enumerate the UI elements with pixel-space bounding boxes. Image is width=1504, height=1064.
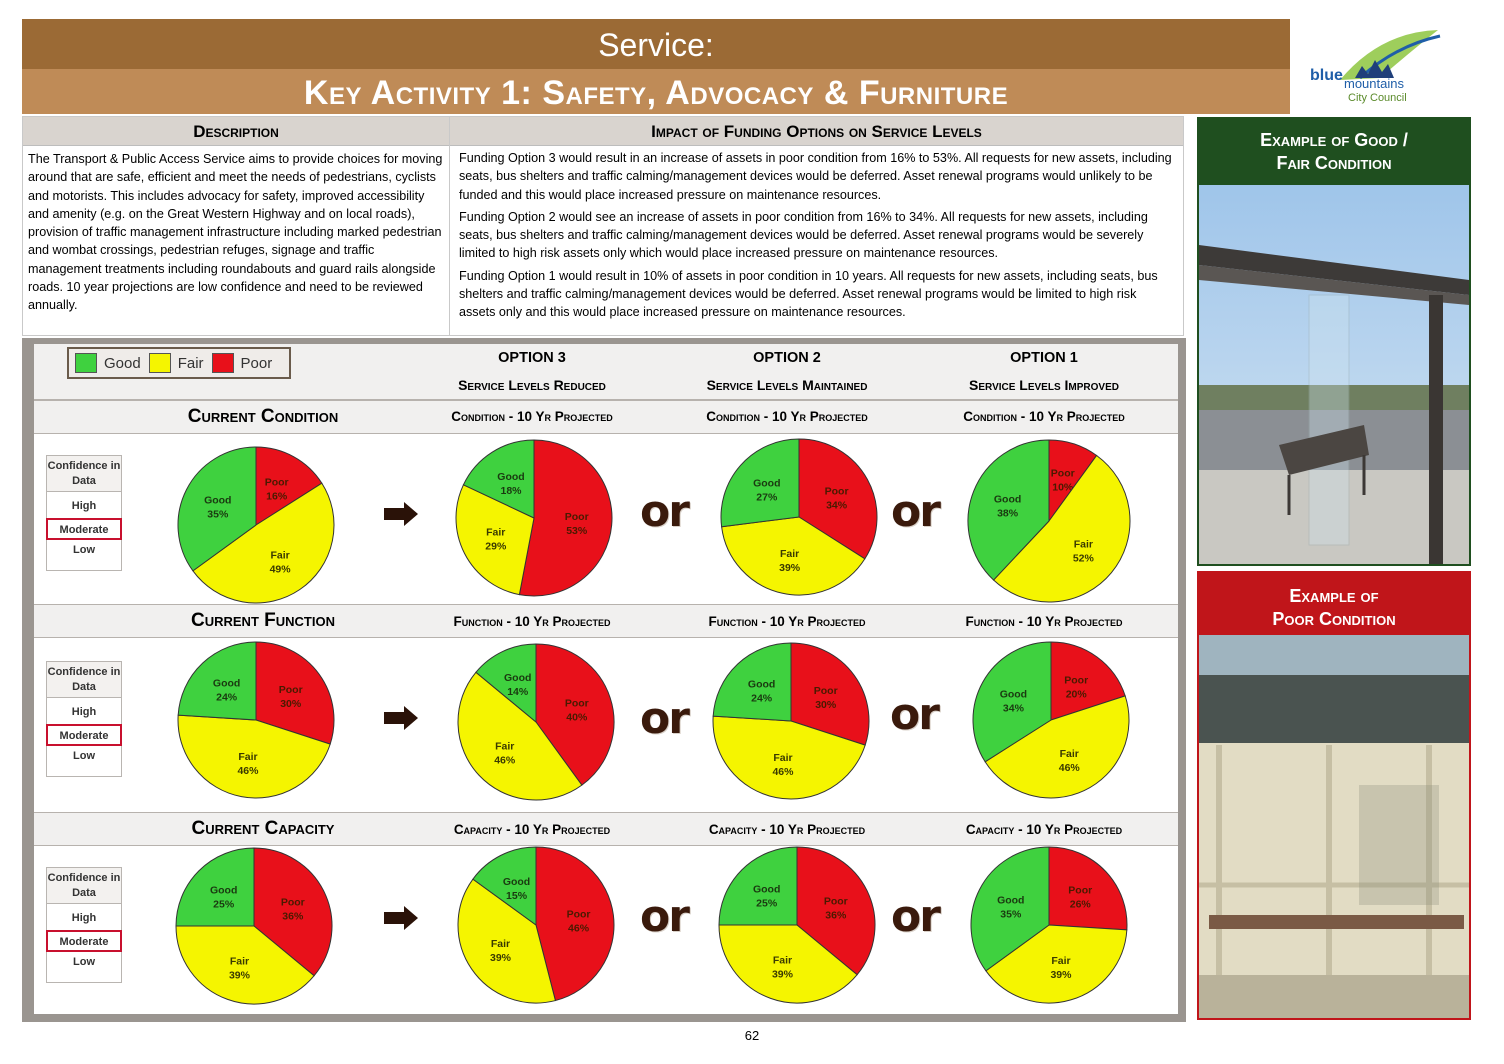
pie-slice-value: 30%: [815, 698, 837, 711]
impact-paragraph: Funding Option 3 would result in an increase of assets in poor condition from 16% to 53%. All requests for new assets, including seats, bus shelters and traffic calming/management devices would be deferred. Asset renewal programs would unlikely to be funded and this would place increased pressure on maintenance resources.: [459, 151, 1172, 202]
pie-slice-label: Fair: [1073, 538, 1093, 551]
pie-slice-label: Poor: [564, 511, 589, 524]
pie-chart-option1-function: [971, 640, 1131, 800]
pie-slice-value: 34%: [1002, 702, 1024, 715]
pie-chart-option2-condition: [719, 437, 879, 597]
example-poor-title-line: Example of: [1289, 586, 1379, 606]
confidence-level-moderate-selected: Moderate: [46, 930, 122, 952]
logo-text-blue: blue: [1310, 67, 1343, 84]
option-3-subtitle: Service Levels Reduced: [458, 377, 606, 393]
legend-item-good: [75, 353, 141, 373]
pie-slice-label: Fair: [780, 547, 800, 560]
arrow-right-icon: [384, 906, 418, 930]
pie-slice-value: 39%: [490, 952, 512, 965]
option-3-title: OPTION 3: [498, 350, 566, 366]
confidence-box-condition: [46, 455, 122, 571]
pie-slice-label: Poor: [1064, 674, 1089, 687]
confidence-box-capacity: [46, 867, 122, 983]
pie-slice-value: 35%: [207, 508, 229, 521]
pie-slice-label: Fair: [773, 752, 793, 765]
pie-slice-label: Poor: [1050, 467, 1075, 480]
confidence-level-moderate-selected: Moderate: [46, 518, 122, 540]
confidence-level-low: Low: [73, 956, 95, 968]
pie-chart-option3-condition: [454, 438, 614, 598]
pie-slice-value: 24%: [216, 691, 238, 704]
pie-slice-label: Good: [993, 493, 1022, 506]
pie-slice-value: 46%: [568, 922, 590, 935]
pie-slice-value: 16%: [266, 490, 288, 503]
council-logo: [1300, 22, 1450, 110]
projected-label: Condition - 10 Yr Projected: [706, 409, 868, 424]
confidence-level-low: Low: [73, 544, 95, 556]
pie-slice-value: 30%: [280, 697, 302, 710]
pie-slice-label: Fair: [495, 740, 515, 753]
option-2-subtitle: Service Levels Maintained: [706, 377, 868, 393]
pie-chart-current-condition: [176, 445, 336, 605]
confidence-box-function: [46, 661, 122, 777]
pie-slice-value: 49%: [269, 563, 291, 576]
option-1-subtitle: Service Levels Improved: [969, 377, 1119, 393]
bus-shelter-good-photo: [1199, 185, 1469, 564]
pie-slice-label: Poor: [824, 485, 849, 498]
pie-slice-label: Fair: [270, 549, 290, 562]
pie-chart-option1-condition: [966, 438, 1132, 604]
row-title-condition: Current Condition: [187, 406, 339, 427]
pie-slice-label: Poor: [1068, 884, 1093, 897]
pie-slice-label: Poor: [564, 697, 589, 710]
pie-slice-value: 39%: [1050, 969, 1072, 982]
pie-slice-value: 20%: [1065, 688, 1087, 701]
pie-slice-label: Good: [997, 894, 1025, 907]
legend-label: Good: [104, 354, 141, 372]
pie-slice-value: 46%: [494, 754, 516, 767]
projected-label: Function - 10 Yr Projected: [965, 614, 1123, 629]
pie-slice-value: 10%: [1052, 481, 1074, 494]
pie-slice-label: Good: [747, 678, 776, 691]
pie-slice-label: Good: [497, 470, 525, 483]
page-number: 62: [744, 1028, 760, 1043]
pie-slice-label: Good: [504, 672, 532, 685]
confidence-level-low: Low: [73, 750, 95, 762]
pie-chart-option3-function: [456, 642, 616, 802]
pie-slice-value: 38%: [997, 507, 1019, 520]
pie-slice-label: Poor: [264, 476, 289, 489]
pie-slice-value: 25%: [213, 898, 235, 911]
pie-slice-value: 35%: [1000, 908, 1022, 921]
pie-slice-label: Poor: [823, 895, 848, 908]
legend-swatch-poor: [212, 353, 234, 373]
or-separator: or: [640, 693, 688, 744]
arrow-right-icon: [384, 706, 418, 730]
pie-slice-value: 53%: [566, 525, 588, 538]
pie-slice-label: Good: [752, 883, 781, 896]
pie-slice-label: Good: [209, 884, 238, 897]
confidence-heading: Confidence in Data: [47, 662, 121, 698]
pie-slice-label: Fair: [772, 954, 793, 967]
example-good-title-line: Example of Good /: [1260, 130, 1408, 150]
pie-slice-value: 39%: [771, 968, 793, 981]
pie-chart-option1-capacity: [969, 845, 1129, 1005]
description-panel: [22, 116, 450, 336]
pie-slice-value: 36%: [282, 910, 304, 923]
bus-shelter-poor-photo: [1199, 635, 1469, 1018]
legend-label: Poor: [240, 354, 273, 372]
pie-slice-label: Fair: [1059, 747, 1079, 760]
pie-slice-label: Good: [204, 494, 232, 507]
page-title: Key Activity 1: Safety, Advocacy & Furniture: [22, 69, 1290, 114]
pie-slice-value: 36%: [825, 909, 847, 922]
logo-text-mountains: mountains: [1344, 76, 1404, 91]
pie-slice-label: Fair: [486, 526, 506, 539]
pie-chart-option2-function: [711, 641, 871, 801]
pie-slice-label: Fair: [229, 955, 250, 968]
pie-slice-value: 24%: [751, 692, 773, 705]
projected-label: Capacity - 10 Yr Projected: [453, 822, 611, 837]
pie-chart-option3-capacity: [456, 845, 616, 1005]
or-separator: or: [890, 689, 938, 740]
pie-slice-label: Good: [753, 477, 781, 490]
projected-label: Capacity - 10 Yr Projected: [708, 822, 866, 837]
option-1-title: OPTION 1: [1010, 350, 1078, 366]
confidence-level-high: High: [71, 500, 97, 512]
logo-text-council: City Council: [1348, 92, 1407, 104]
example-good-heading: [1199, 119, 1469, 185]
or-separator: or: [891, 486, 939, 537]
example-poor-heading: [1199, 573, 1469, 635]
pie-slice-label: Poor: [280, 896, 305, 909]
example-good-box: [1197, 117, 1471, 566]
impact-paragraph: Funding Option 1 would result in 10% of assets in poor condition in 10 years. All requests for new assets, including seats, bus shelters and traffic calming/management devices would be deferred. Asset renewal programs would be limited to high risk assets only and this would place increased pressure on maintenance resources.: [459, 268, 1158, 320]
pie-slice-label: Poor: [813, 684, 838, 697]
example-poor-title-line: Poor Condition: [1272, 609, 1396, 629]
or-separator: or: [640, 486, 688, 537]
pie-slice-value: 26%: [1069, 898, 1091, 911]
row-title-capacity: Current Capacity: [191, 818, 335, 839]
pie-slice-label: Fair: [490, 938, 511, 951]
projected-label: Capacity - 10 Yr Projected: [965, 822, 1123, 837]
projected-label: Function - 10 Yr Projected: [453, 614, 611, 629]
pie-slice-value: 15%: [506, 889, 528, 902]
description-text: The Transport & Public Access Service aims to provide choices for moving around that are safe, efficient and meet the needs of pedestrians, cyclists and motorists. This includes advocacy for safety, improved accessibility and amenity (e.g. on the Great Western Highway and on local roads), provision of traffic management infrastructure including marked pedestrian and wombat crossings, pedestrian refuges, signage and traffic management treatments including roundabouts and guard rails alongside roads. 10 year projections are low confidence and need to be reviewed annually.: [28, 152, 443, 313]
pie-chart-current-capacity: [174, 846, 334, 1006]
chart-legend: [67, 347, 291, 379]
pie-chart-option2-capacity: [717, 845, 877, 1005]
pie-slice-value: 46%: [772, 766, 794, 779]
pie-slice-value: 46%: [1058, 761, 1080, 774]
example-good-title-line: Fair Condition: [1276, 153, 1392, 173]
pie-slice-value: 25%: [756, 897, 778, 910]
pie-slice-label: Good: [999, 688, 1028, 701]
projected-label: Condition - 10 Yr Projected: [451, 409, 613, 424]
confidence-level-high: High: [71, 706, 97, 718]
service-label: Service:: [22, 19, 1290, 69]
projected-label: Condition - 10 Yr Projected: [963, 409, 1125, 424]
confidence-level-moderate-selected: Moderate: [46, 724, 122, 746]
legend-swatch-fair: [149, 353, 171, 373]
pie-slice-label: Good: [502, 875, 531, 888]
pie-chart-current-function: [176, 640, 336, 800]
example-poor-box: [1197, 571, 1471, 1020]
projected-label: Function - 10 Yr Projected: [708, 614, 866, 629]
pie-slice-value: 29%: [485, 540, 507, 553]
pie-slice-label: Good: [212, 677, 241, 690]
confidence-heading: Confidence in Data: [47, 868, 121, 904]
description-heading: Description: [23, 117, 449, 146]
pie-slice-value: 52%: [1072, 552, 1094, 565]
pie-slice-value: 18%: [500, 484, 522, 497]
impact-panel: [450, 116, 1184, 336]
row-title-function: Current Function: [191, 610, 335, 631]
pie-slice-value: 46%: [237, 765, 259, 778]
legend-item-fair: [149, 353, 204, 373]
pie-slice-label: Fair: [1051, 955, 1071, 968]
pie-slice-value: 34%: [826, 499, 848, 512]
pie-slice-label: Poor: [278, 683, 303, 696]
pie-slice-value: 14%: [507, 686, 529, 699]
pie-slice-value: 27%: [756, 491, 778, 504]
pie-slice-value: 39%: [228, 969, 250, 982]
pie-slice-value: 40%: [566, 711, 588, 724]
impact-heading: Impact of Funding Options on Service Levels: [450, 117, 1183, 146]
option-2-title: OPTION 2: [753, 350, 821, 366]
legend-label: Fair: [177, 354, 204, 372]
confidence-level-high: High: [71, 912, 97, 924]
legend-item-poor: [212, 353, 273, 373]
pie-slice-value: 39%: [779, 561, 801, 574]
arrow-right-icon: [384, 502, 418, 526]
or-separator: or: [891, 891, 939, 942]
confidence-heading: Confidence in Data: [47, 456, 121, 492]
pie-slice-label: Poor: [566, 908, 591, 921]
pie-slice-label: Fair: [238, 751, 258, 764]
or-separator: or: [640, 891, 688, 942]
impact-paragraph: Funding Option 2 would see an increase of assets in poor condition from 16% to 34%. All requests for new assets, including seats, bus shelters and traffic calming/management devices would be deferred. Asset renewal programs would be severely limited to high risk assets only which would place increased pressure on maintenance resources.: [459, 209, 1148, 261]
legend-swatch-good: [75, 353, 97, 373]
